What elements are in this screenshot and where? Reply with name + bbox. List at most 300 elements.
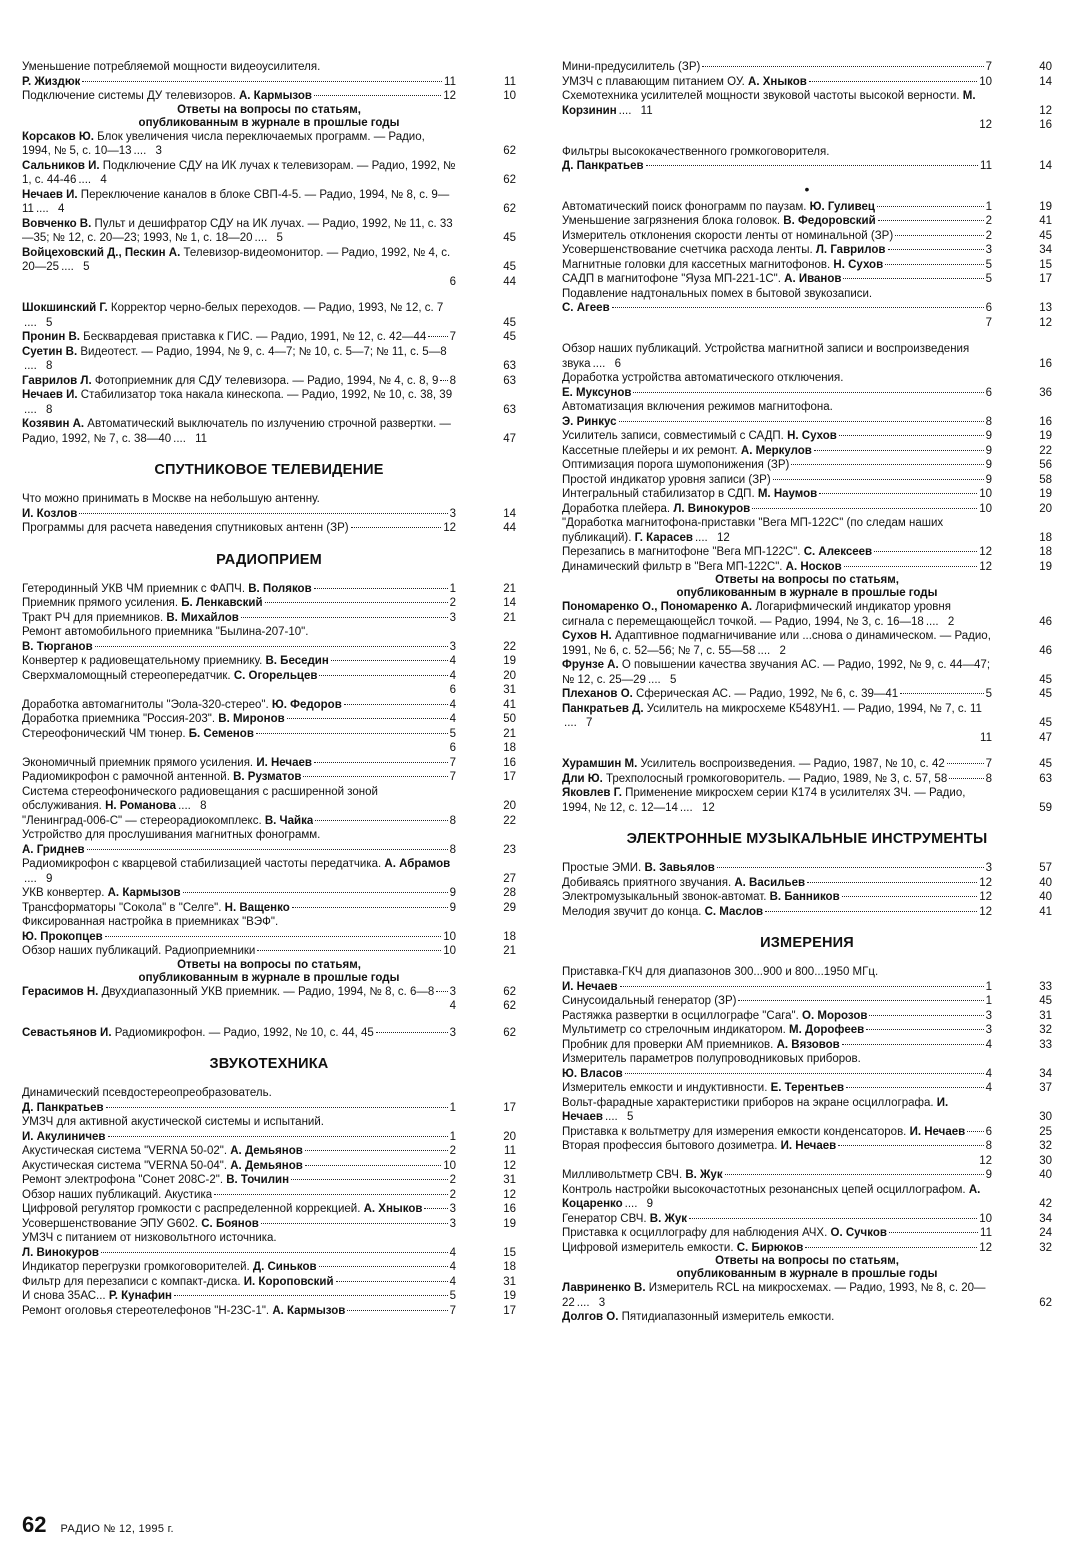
entry-text xyxy=(562,1067,623,1082)
title: Обзор наших публикаций. Устройства магнитной записи и воспроизведения звука xyxy=(562,343,970,370)
title: Тракт РЧ для приемников. xyxy=(22,611,167,624)
author: В. Жук xyxy=(649,1212,688,1225)
entry-text xyxy=(562,243,886,258)
extra-issue-line xyxy=(562,1154,1052,1169)
author: М. Дорофеев xyxy=(789,1024,865,1036)
entry-last-line xyxy=(22,301,456,330)
title: Усилитель воспроизведения. — Радио, 1987, № 10, с. 42 xyxy=(637,758,945,770)
entry-text xyxy=(562,1168,723,1183)
entry-last-line xyxy=(22,1173,456,1188)
issue-number: 3 xyxy=(449,611,456,624)
page-ref: 50 xyxy=(503,713,516,725)
index-entry xyxy=(22,712,516,727)
leader-dots xyxy=(866,1029,983,1030)
page-ref: 45 xyxy=(1039,688,1052,700)
entry-text xyxy=(22,1026,374,1041)
index-entry xyxy=(562,1168,1052,1183)
issue-number: 5 xyxy=(626,1111,634,1123)
leader-dots xyxy=(214,1194,447,1195)
page-ref: 21 xyxy=(503,582,516,595)
entry-text xyxy=(562,876,805,891)
author: Д. Панкратьев xyxy=(562,160,644,172)
title: Усовершенствование ЭПУ G602. xyxy=(22,1217,202,1230)
leader-dots: .... xyxy=(694,531,708,544)
issue-number: 5 xyxy=(83,261,90,273)
leader-dots xyxy=(842,896,978,897)
entry-last-line xyxy=(22,985,456,1000)
index-entry xyxy=(562,757,1052,772)
page-ref: 18 xyxy=(503,1261,516,1273)
entry-last-line xyxy=(22,814,456,829)
author: И. Нечаев xyxy=(780,1140,837,1152)
issue-number: 5 xyxy=(46,316,53,329)
entry-text xyxy=(22,814,313,829)
leader-dots: .... xyxy=(61,261,74,273)
leader-dots xyxy=(885,264,983,265)
leader-dots xyxy=(838,1145,983,1146)
index-entry xyxy=(22,246,516,275)
author: Пономаренко О., Пономаренко А. xyxy=(562,601,753,613)
index-entry xyxy=(562,1241,1052,1256)
author: Шокшинский Г. xyxy=(22,302,108,314)
entry-text xyxy=(562,757,945,772)
entry-last-line xyxy=(562,1212,992,1227)
spacer xyxy=(22,289,516,301)
leader-dots xyxy=(844,566,978,567)
index-entry xyxy=(562,1081,1052,1096)
leader-dots xyxy=(842,1044,984,1045)
issue-number: 8 xyxy=(449,814,456,827)
index-entry xyxy=(562,214,1052,229)
index-entry xyxy=(562,1038,1052,1053)
issue-number: 9 xyxy=(646,1198,654,1210)
leader-dots xyxy=(336,1281,448,1282)
issue-number: 12 xyxy=(979,119,992,131)
entry-last-line xyxy=(562,473,992,488)
issue-number: 1 xyxy=(985,980,992,993)
index-entry xyxy=(562,200,1052,215)
entry-last-line xyxy=(22,770,456,785)
leader-dots xyxy=(291,1179,448,1180)
index-entry xyxy=(22,1188,516,1203)
index-entry xyxy=(562,243,1052,258)
section-heading: РАДИОПРИЕМ xyxy=(216,551,322,568)
author: Ю. Гуливец xyxy=(809,200,876,213)
index-entry xyxy=(562,89,1052,118)
extra-issue-line xyxy=(22,275,516,290)
author: Б. Семенов xyxy=(188,727,254,740)
author: С. Агеев xyxy=(562,302,610,314)
spacer xyxy=(22,1014,516,1026)
index-entry xyxy=(562,145,1052,174)
index-entry xyxy=(22,345,516,374)
title: Вольт-фарадные характеристики приборов на экране осциллографа. xyxy=(562,1096,937,1109)
index-entry xyxy=(22,1304,516,1319)
page-ref: 40 xyxy=(1039,61,1052,73)
title: Пробник для проверки АМ приемников. xyxy=(562,1038,777,1051)
issue-number: 5 xyxy=(985,688,992,700)
entry-last-line xyxy=(22,521,456,536)
entry-last-line xyxy=(22,75,456,90)
title: Схемотехника усилителей мощности звуковой частоты высокой верности. xyxy=(562,90,963,102)
index-entry xyxy=(562,1183,1052,1212)
author: Нечаев И. xyxy=(22,389,78,401)
entry-text xyxy=(562,994,736,1009)
leader-dots: .... xyxy=(647,673,661,686)
author: А. Абрамов xyxy=(384,858,451,870)
title: Телевизор-видеомонитор. — Радио, 1992, № 4, с. 20—25 xyxy=(22,246,451,273)
page-ref: 41 xyxy=(1039,215,1052,227)
title: Обзор наших публикаций. Акустика xyxy=(22,1188,213,1201)
entry-text xyxy=(562,502,750,517)
author: С. Огорельцев xyxy=(233,669,318,682)
index-entry xyxy=(562,371,1052,400)
leader-dots xyxy=(620,986,984,987)
issue-number: 4 xyxy=(985,1082,992,1094)
index-entry xyxy=(22,1260,516,1275)
issue-number: 11 xyxy=(640,104,653,117)
entry-text xyxy=(562,301,610,316)
entry-text xyxy=(562,545,872,560)
spacer xyxy=(562,745,1052,757)
page-ref: 62 xyxy=(503,145,516,157)
page-ref: 15 xyxy=(1039,258,1052,271)
leader-dots xyxy=(878,220,984,221)
issue-number: 7 xyxy=(449,771,456,783)
title: Приемник прямого усиления. xyxy=(22,597,182,609)
entry-text xyxy=(562,687,898,702)
issue-number: 3 xyxy=(449,1203,456,1215)
page-ref: 41 xyxy=(503,698,516,711)
author: Е. Муксунов xyxy=(562,386,632,399)
page-ref: 40 xyxy=(1039,876,1052,889)
page-ref: 14 xyxy=(1039,75,1052,88)
index-entry xyxy=(562,1226,1052,1241)
title: Двухдиапазонный УКВ приемник. — Радио, 1994, № 8, с. 6—8 xyxy=(98,985,435,998)
leader-dots xyxy=(265,602,448,603)
leader-dots xyxy=(752,508,977,509)
page-ref: 12 xyxy=(1039,316,1052,329)
issue-number: 2 xyxy=(449,1188,456,1201)
title: Подключение СДУ на ИК лучах к телевизорам. — Радио, 1992, № 1, с. 44-46 xyxy=(22,159,456,186)
entry-last-line xyxy=(562,687,992,702)
leader-dots xyxy=(376,1032,448,1033)
issue-number: 3 xyxy=(449,1026,456,1039)
subheading-line: Ответы на вопросы по статьям, xyxy=(177,103,361,116)
issue-number: 2 xyxy=(985,215,992,227)
entry-last-line xyxy=(562,861,992,876)
leader-dots xyxy=(888,249,984,250)
entry-text xyxy=(562,386,631,401)
entry-last-line xyxy=(562,502,992,517)
issue-number: 12 xyxy=(979,546,992,558)
entry-last-line xyxy=(22,388,456,417)
issue-number: 5 xyxy=(276,232,283,244)
entry-last-line xyxy=(562,458,992,473)
leader-dots xyxy=(869,1015,983,1016)
author: Ю. Власов xyxy=(562,1067,623,1080)
entry-text xyxy=(22,346,447,358)
index-entry xyxy=(562,342,1052,371)
leader-dots xyxy=(305,1150,448,1151)
leader-dots xyxy=(889,1232,978,1233)
page-ref: 11 xyxy=(504,1145,516,1157)
index-entry xyxy=(22,770,516,785)
page-ref: 33 xyxy=(1039,1038,1052,1051)
entry-last-line xyxy=(562,415,992,430)
leader-dots xyxy=(633,392,983,393)
entry-last-line xyxy=(22,1202,456,1217)
page-ref: 15 xyxy=(503,1246,516,1259)
index-entry xyxy=(22,374,516,389)
author: А. Кармызов xyxy=(272,1304,346,1317)
author: Е. Терентьев xyxy=(770,1082,845,1094)
entry-last-line xyxy=(22,698,456,713)
author: М. Корзинин xyxy=(562,90,976,117)
page-ref: 19 xyxy=(503,655,516,667)
title: Индикатор перегрузки громкоговорителей. xyxy=(22,1261,253,1273)
entry-last-line xyxy=(562,60,992,75)
entry-last-line xyxy=(22,596,456,611)
entry-title-line: Фильтры высококачественного громкоговорителя. xyxy=(562,145,830,158)
title: Ремонт оголовья стереотелефонов "Н-23С-1". xyxy=(22,1304,273,1317)
entry-last-line xyxy=(22,886,456,901)
entry-text xyxy=(22,389,452,401)
issue-number: 4 xyxy=(449,669,456,682)
entry-title-line: Динамический псевдостереопреобразователь. xyxy=(22,1087,272,1099)
author: А. Демьянов xyxy=(230,1145,303,1157)
author: Д. Синьков xyxy=(252,1261,317,1273)
page-ref: 22 xyxy=(503,814,516,827)
issue-number: 3 xyxy=(449,507,456,520)
author: И. Нечаев xyxy=(562,1096,949,1123)
issue-number: 8 xyxy=(985,415,992,428)
entry-last-line xyxy=(562,487,992,502)
entry-last-line xyxy=(22,582,456,597)
issue-number: 10 xyxy=(979,502,992,515)
title: Логарифмический индикатор уровня сигнала с перемещающейсл точкой. — Радио, 1994, № 3, с. 16—18 xyxy=(562,601,951,628)
issue-number: 3 xyxy=(598,1296,606,1309)
page-ref: 13 xyxy=(1039,302,1052,314)
right-column xyxy=(562,60,1052,1325)
entry-last-line xyxy=(22,1159,456,1174)
issue-number: 5 xyxy=(669,673,677,686)
author: Нечаев И. xyxy=(22,188,78,201)
leader-dots xyxy=(809,81,977,82)
author: А. Хныков xyxy=(363,1203,423,1215)
title: Применение микросхем серии К174 в усилителях ЗЧ. — Радио, 1994, № 12, с. 12—14 xyxy=(562,787,966,814)
leader-dots xyxy=(874,551,977,552)
index-entry xyxy=(22,1231,516,1260)
index-entry xyxy=(22,1159,516,1174)
issue-number: 4 xyxy=(449,1275,456,1288)
title: Видеотест. — Радио, 1994, № 9, с. 4—7; № 10, с. 5—7; № 11, с. 5—8 xyxy=(77,345,447,358)
subheading-line: Ответы на вопросы по статьям, xyxy=(177,958,361,971)
issue-number: 6 xyxy=(985,386,992,399)
index-entry xyxy=(562,60,1052,75)
page-number: 62 xyxy=(22,1512,47,1537)
entry-title-line: Уменьшение потребляемой мощности видеоусилителя. xyxy=(22,61,321,73)
index-entry xyxy=(562,600,1052,629)
page-ref: 31 xyxy=(503,1174,516,1186)
author: В. Миронов xyxy=(218,713,285,725)
author: Плеханов О. xyxy=(562,688,633,700)
title: Простой индикатор уровня записи (ЗР) xyxy=(562,473,771,486)
page-ref: 19 xyxy=(1039,560,1052,573)
page-ref: 18 xyxy=(1039,546,1052,558)
index-entry xyxy=(22,1202,516,1217)
title: Мультиметр со стрелочным индикатором. xyxy=(562,1024,790,1036)
page-ref: 16 xyxy=(1039,119,1052,131)
issue-number: 7 xyxy=(985,61,992,73)
title: Доработка плейера. xyxy=(562,502,674,515)
index-entry xyxy=(22,301,516,330)
entry-last-line xyxy=(562,772,992,787)
index-entry xyxy=(22,857,516,886)
entry-last-line xyxy=(562,1241,992,1256)
index-entry xyxy=(562,1281,1052,1310)
author: Э. Ринкус xyxy=(562,415,617,428)
author: О. Морозов xyxy=(802,1009,868,1022)
page-ref: 30 xyxy=(1039,1111,1052,1123)
leader-dots xyxy=(843,278,983,279)
index-entry xyxy=(22,1026,516,1041)
leader-dots xyxy=(315,820,447,821)
author: И. Акулиничев xyxy=(22,1130,106,1143)
entry-last-line xyxy=(22,89,456,104)
index-entry xyxy=(562,786,1052,815)
leader-dots xyxy=(807,882,977,883)
entry-last-line xyxy=(562,757,992,772)
leader-dots xyxy=(287,718,448,719)
title: Мелодия звучит до конца. xyxy=(562,905,705,918)
entry-text xyxy=(22,886,181,901)
author: Л. Гаврилов xyxy=(815,244,886,256)
page-ref: 20 xyxy=(1039,502,1052,515)
page-ref: 45 xyxy=(1039,717,1052,729)
entry-text xyxy=(22,1217,259,1232)
extra-issue-line xyxy=(22,741,516,756)
issue-number: 1 xyxy=(449,1101,456,1114)
index-entry xyxy=(22,388,516,417)
page-ref: 47 xyxy=(1039,731,1052,744)
issue-number: 12 xyxy=(979,1154,992,1167)
subheading-line: опубликованным в журнале в прошлые годы xyxy=(138,971,400,984)
author: Р. Кунафин xyxy=(108,1290,172,1302)
extra-issue-line xyxy=(22,999,516,1014)
leader-dots xyxy=(101,1252,448,1253)
page-ref: 62 xyxy=(503,1026,516,1039)
page-ref: 62 xyxy=(503,203,516,215)
leader-dots: .... xyxy=(618,104,632,117)
page-ref: 31 xyxy=(503,684,516,696)
author: Сальников И. xyxy=(22,159,100,172)
entry-text xyxy=(22,640,93,655)
issue-number: 8 xyxy=(985,1140,992,1152)
entry-text xyxy=(22,1188,212,1203)
title: Контроль настройки высокочастотных резонансных цепей осциллографом. xyxy=(562,1183,969,1196)
title: "Ленинград-006-С" — стереорадиокомплекс. xyxy=(22,814,265,827)
issue-number: 10 xyxy=(979,75,992,88)
title: Стабилизатор тока накала кинескопа. — Радио, 1992, № 10, с. 38, 39 xyxy=(77,389,453,401)
issue-number: 11 xyxy=(980,160,992,172)
author: И. Козлов xyxy=(22,507,78,520)
entry-title-line: Доработка устройства автоматического отключения. xyxy=(562,372,844,384)
bullet-separator: • xyxy=(804,180,810,197)
title: Бесквардевая приставка к ГИС. — Радио, 1991, № 12, с. 42—44 xyxy=(79,331,427,343)
issue-number: 8 xyxy=(449,374,456,387)
title: И снова 35АС... xyxy=(22,1290,109,1302)
author: Ю. Прокопцев xyxy=(22,930,103,943)
entry-last-line xyxy=(22,374,456,389)
index-entry xyxy=(22,654,516,669)
index-entry xyxy=(562,400,1052,429)
issue-number: 7 xyxy=(985,758,992,770)
index-entry xyxy=(22,1173,516,1188)
author: И. Нечаев xyxy=(909,1125,966,1138)
entry-last-line xyxy=(562,1168,992,1183)
page-ref: 59 xyxy=(1039,801,1052,814)
entry-last-line xyxy=(562,1183,992,1212)
author: В. Беседин xyxy=(265,655,329,667)
entry-text xyxy=(22,727,254,742)
entry-text xyxy=(22,218,453,245)
entry-text xyxy=(562,159,644,174)
entry-text xyxy=(562,601,951,628)
issue-number: 3 xyxy=(985,862,992,874)
entry-last-line xyxy=(22,1188,456,1203)
title: Конвертер к радиовещательному приемнику. xyxy=(22,655,266,667)
title: Пятидиапазонный измеритель емкости. xyxy=(618,1311,835,1323)
leader-dots: .... xyxy=(24,360,37,372)
issue-number: 9 xyxy=(985,1169,992,1181)
index-entry xyxy=(562,890,1052,905)
leader-dots xyxy=(82,81,442,82)
page-ref: 62 xyxy=(503,174,516,186)
page-ref: 20 xyxy=(503,669,516,682)
entry-text xyxy=(22,1144,303,1159)
entry-last-line xyxy=(562,658,992,687)
entry-text xyxy=(22,843,85,858)
leader-dots: .... xyxy=(35,203,49,215)
subheading-line: опубликованным в журнале в прошлые годы xyxy=(676,587,938,599)
extra-issue-line xyxy=(562,118,1052,133)
page-ref: 11 xyxy=(504,75,516,88)
index-entry xyxy=(562,458,1052,473)
issue-number: 9 xyxy=(985,444,992,457)
author: С. Маслов xyxy=(704,905,764,918)
index-entry xyxy=(562,687,1052,702)
page-ref: 63 xyxy=(503,360,516,372)
page-ref: 16 xyxy=(1039,415,1052,428)
page-ref: 18 xyxy=(503,930,516,943)
entry-text xyxy=(22,596,263,611)
leader-dots xyxy=(839,435,984,436)
author: Д. Панкратьев xyxy=(22,1101,104,1114)
leader-dots xyxy=(347,1310,447,1311)
title: Интегральный стабилизатор в СДП. xyxy=(562,488,758,500)
issue-label: РАДИО № 12, 1995 г. xyxy=(60,1523,174,1535)
title: Система стереофонического радиовещания с расширенной зоной обслуживания. xyxy=(22,785,378,812)
author: В. Банников xyxy=(769,891,840,903)
title: Перезапись в магнитофоне "Вега МП-122С". xyxy=(562,546,804,558)
index-entry xyxy=(562,1023,1052,1038)
entry-last-line xyxy=(562,980,992,995)
leader-dots xyxy=(305,1165,441,1166)
index-entry xyxy=(22,785,516,814)
entry-text xyxy=(562,905,763,920)
issue-number: 6 xyxy=(985,302,992,314)
